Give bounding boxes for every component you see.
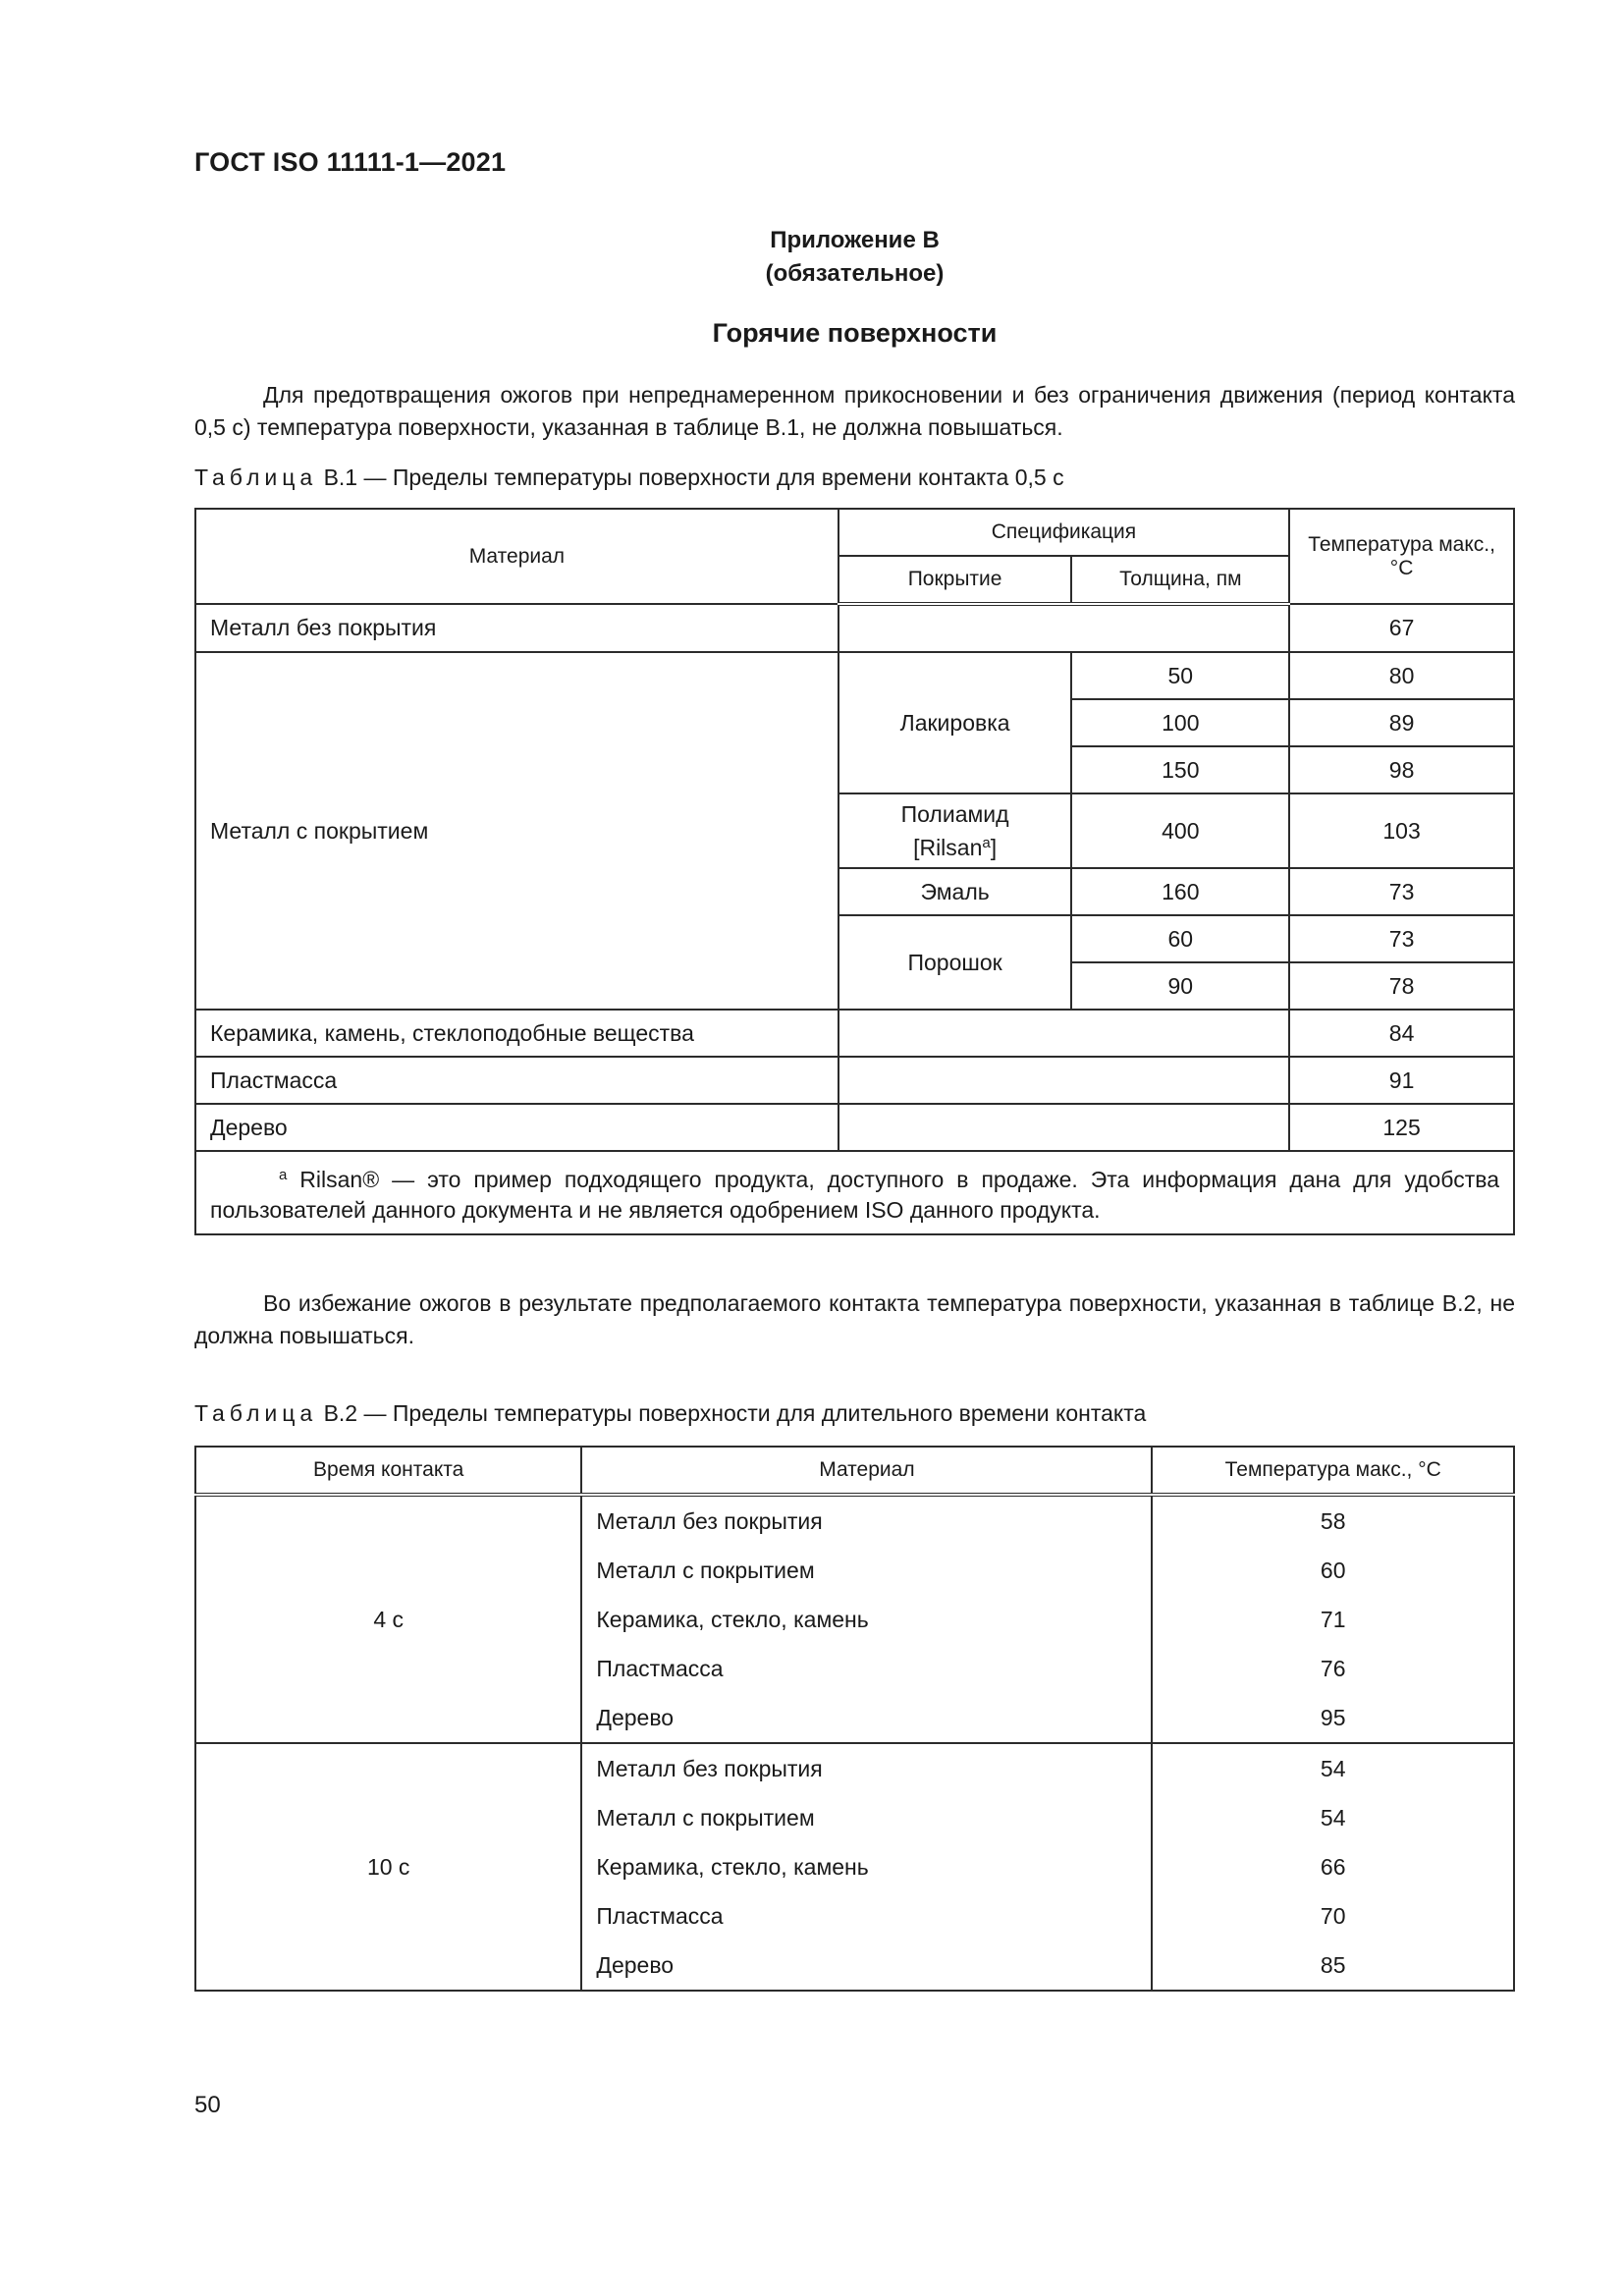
cell-temp: 54 <box>1152 1793 1514 1842</box>
cell-material: Дерево <box>581 1941 1152 1991</box>
header-specification: Спецификация <box>839 509 1289 556</box>
cell-thickness: 90 <box>1071 962 1289 1010</box>
table-footnote-row <box>195 1151 1514 1234</box>
cell-material: Металл с покрытием <box>581 1793 1152 1842</box>
cell-contact-time: 10 с <box>195 1743 581 1991</box>
cell-coating: Порошок <box>839 915 1072 1010</box>
header-material: Материал <box>195 509 839 604</box>
cell-material: Пластмасса <box>581 1891 1152 1941</box>
table-b2 <box>194 1446 1515 1992</box>
cell-empty <box>839 1010 1289 1057</box>
annex-title: Приложение В <box>770 227 940 253</box>
cell-material: Металл без покрытия <box>581 1495 1152 1546</box>
cell-material: Пластмасса <box>581 1644 1152 1693</box>
cell-empty <box>839 1104 1289 1151</box>
footnote-text: Rilsan® — это пример подходящего продукта, доступного в продаже. Эта информация дана для удобства пользователей данного документа и не является одобрением ISO данного продукта. <box>210 1167 1499 1223</box>
cell-material: Металл с покрытием <box>195 652 839 1010</box>
header-contact-time: Время контакта <box>195 1447 581 1495</box>
cell-material: Металл с покрытием <box>581 1546 1152 1595</box>
cell-material: Металл без покрытия <box>195 604 839 652</box>
cell-temp: 84 <box>1289 1010 1514 1057</box>
header-temperature: Температура макс., °С <box>1289 509 1514 604</box>
cell-material: Керамика, стекло, камень <box>581 1595 1152 1644</box>
cell-temp: 66 <box>1152 1842 1514 1891</box>
cell-temp: 95 <box>1152 1693 1514 1743</box>
header-material: Материал <box>581 1447 1152 1495</box>
table2-caption-text: В.2 — Пределы температуры поверхности для длительного времени контакта <box>317 1400 1147 1426</box>
cell-thickness: 400 <box>1071 793 1289 868</box>
cell-temp: 103 <box>1289 793 1514 868</box>
table1-caption-text: В.1 — Пределы температуры поверхности для времени контакта 0,5 с <box>317 465 1064 490</box>
cell-material: Пластмасса <box>195 1057 839 1104</box>
cell-temp: 80 <box>1289 652 1514 699</box>
cell-temp: 73 <box>1289 868 1514 915</box>
page-number: 50 <box>194 2092 221 2118</box>
cell-thickness: 50 <box>1071 652 1289 699</box>
table-row <box>195 1057 1514 1104</box>
cell-temp: 91 <box>1289 1057 1514 1104</box>
cell-coating: Лакировка <box>839 652 1072 793</box>
paragraph-b2-intro: Во избежание ожогов в результате предполагаемого контакта температура поверхности, указанная в таблице В.2, не должна повышаться. <box>194 1290 1515 1348</box>
footnote-ref: a <box>982 834 991 851</box>
cell-temp: 70 <box>1152 1891 1514 1941</box>
cell-material: Дерево <box>195 1104 839 1151</box>
cell-temp: 98 <box>1289 746 1514 793</box>
section-title: Горячие поверхности <box>712 318 998 348</box>
cell-coating: Эмаль <box>839 868 1072 915</box>
table1-caption-label: Таблица <box>194 465 318 490</box>
table-b1 <box>194 508 1515 1235</box>
table-row <box>195 1104 1514 1151</box>
cell-temp: 73 <box>1289 915 1514 962</box>
table-row <box>195 1495 1514 1546</box>
cell-temp: 76 <box>1152 1644 1514 1693</box>
header-thickness: Толщина, пм <box>1071 556 1289 604</box>
table-row <box>195 1743 1514 1793</box>
cell-thickness: 60 <box>1071 915 1289 962</box>
cell-coating <box>839 793 1072 868</box>
cell-temp: 71 <box>1152 1595 1514 1644</box>
cell-empty <box>839 604 1289 652</box>
cell-temp: 54 <box>1152 1743 1514 1793</box>
cell-contact-time: 4 с <box>195 1495 581 1743</box>
cell-temp: 89 <box>1289 699 1514 746</box>
cell-empty <box>839 1057 1289 1104</box>
cell-material: Керамика, стекло, камень <box>581 1842 1152 1891</box>
cell-thickness: 160 <box>1071 868 1289 915</box>
header-temperature: Температура макс., °С <box>1152 1447 1514 1495</box>
cell-material: Металл без покрытия <box>581 1743 1152 1793</box>
footnote-mark: a <box>279 1167 288 1183</box>
cell-material: Керамика, камень, стеклоподобные вещества <box>195 1010 839 1057</box>
table-row <box>195 1010 1514 1057</box>
annex-heading <box>194 224 1515 291</box>
coating-bracket: ] <box>990 834 998 860</box>
table2-caption-label: Таблица <box>194 1400 318 1426</box>
cell-temp: 67 <box>1289 604 1514 652</box>
coating-brand: [Rilsan <box>913 834 983 860</box>
table-row <box>195 652 1514 699</box>
document-header: ГОСТ ISO 11111-1—2021 <box>194 147 507 177</box>
cell-temp: 60 <box>1152 1546 1514 1595</box>
cell-temp: 78 <box>1289 962 1514 1010</box>
table1-caption <box>194 465 1064 491</box>
cell-temp: 58 <box>1152 1495 1514 1546</box>
annex-type: (обязательное) <box>765 260 945 287</box>
table-row <box>195 604 1514 652</box>
paragraph-intro: Для предотвращения ожогов при непреднамеренном прикосновении и без ограничения движения (период контакта 0,5 с) температура поверхности, указанная в таблице В.1, не должна повышаться. <box>194 382 1515 440</box>
table-footnote <box>195 1151 1514 1234</box>
cell-thickness: 100 <box>1071 699 1289 746</box>
cell-temp: 85 <box>1152 1941 1514 1991</box>
table2-caption <box>194 1400 1146 1427</box>
cell-thickness: 150 <box>1071 746 1289 793</box>
coating-name: Полиамид <box>900 800 1009 827</box>
cell-temp: 125 <box>1289 1104 1514 1151</box>
cell-material: Дерево <box>581 1693 1152 1743</box>
header-coating: Покрытие <box>839 556 1072 604</box>
